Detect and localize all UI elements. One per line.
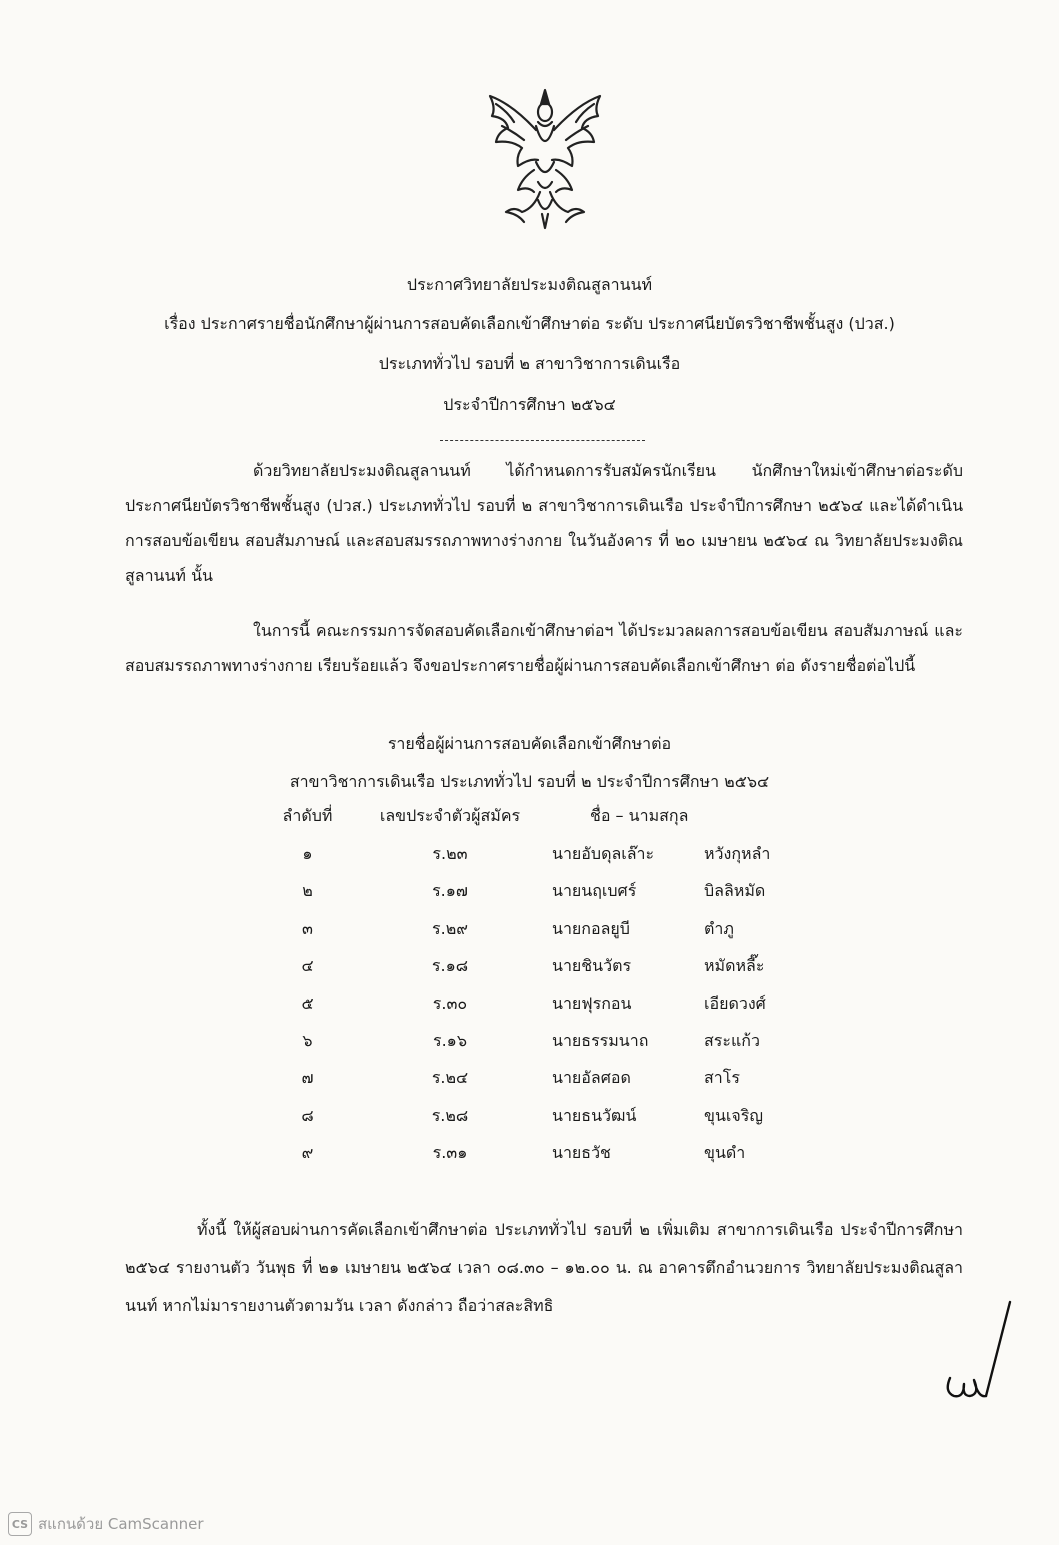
row-last-name: ตำภู [704, 918, 734, 938]
row-order: ๘ [301, 1105, 314, 1125]
row-order: ๔ [301, 956, 314, 976]
row-applicant-id: ร.๑๗ [432, 881, 468, 901]
row-order: ๒ [302, 881, 313, 901]
list-subtitle: สาขาวิชาการเดินเรือ ประเภททั่วไป รอบที่ ๒ ประจำปีการศึกษา ๒๕๖๔ [289, 772, 770, 791]
scanner-watermark [8, 1512, 204, 1536]
row-first-name: นายธวัช [552, 1143, 611, 1163]
garuda-emblem-icon [478, 82, 613, 232]
header-applicant-id: เลขประจำตัวผู้สมัคร [379, 806, 521, 825]
header-order: ลำดับที่ [282, 806, 333, 825]
table-row [270, 1104, 830, 1141]
table-row [270, 1029, 830, 1066]
row-first-name: นายธรรมนาถ [552, 1030, 649, 1050]
table-header [270, 804, 830, 830]
row-applicant-id: ร.๒๙ [432, 918, 468, 938]
result-paragraph: ในการนี้ คณะกรรมการจัดสอบคัดเลือกเข้าศึกษาต่อฯ ได้ประมวลผลการสอบข้อเขียน สอบสัมภาษณ์ และสอบสมรรถภาพทางร่างกาย เรียบร้อยแล้ว จึงขอประกาศรายชื่อผู้ผ่านการสอบคัดเลือกเข้าศึกษา ต่อ ดังรายชื่อต่อไปนี้ [125, 621, 963, 675]
reporting-paragraph: ทั้งนี้ ให้ผู้สอบผ่านการคัดเลือกเข้าศึกษาต่อ ประเภททั่วไป รอบที่ ๒ เพิ่มเติม สาขาการเดินเรือ ประจำปีการศึกษา ๒๕๖๔ รายงานตัว วันพุธ ที่ ๒๑ เมษายน ๒๕๖๔ เวลา ๐๘.๓๐ – ๑๒.๐๐ น. ณ อาคารตึกอำนวยการ วิทยาลัยประมงติณสูลานนท์ หากไม่มารายงานตัวตามวัน เวลา ดังกล่าว ถือว่าสละสิทธิ [125, 1220, 963, 1315]
row-order: ๑ [302, 844, 313, 863]
row-applicant-id: ร.๑๘ [431, 956, 469, 976]
row-applicant-id: ร.๒๓ [432, 844, 468, 863]
row-applicant-id: ร.๒๘ [431, 1105, 469, 1125]
header-full-name: ชื่อ – นามสกุล [590, 806, 689, 825]
table-row [270, 1141, 830, 1178]
row-last-name: บิลลิหมัด [704, 881, 766, 901]
table-row [270, 992, 830, 1029]
watermark-text: สแกนด้วย CamScanner [38, 1515, 204, 1533]
row-last-name: หวังกุหลำ [704, 844, 771, 863]
row-applicant-id: ร.๓๑ [432, 1143, 468, 1163]
header-divider [440, 440, 645, 441]
row-last-name: สระแก้ว [704, 1030, 760, 1050]
handwritten-signature-icon [940, 1300, 1030, 1420]
row-order: ๖ [302, 1030, 313, 1050]
row-last-name: สาโร [704, 1068, 740, 1088]
row-applicant-id: ร.๓๐ [432, 993, 468, 1013]
result-section [125, 613, 963, 683]
row-order: ๕ [301, 993, 314, 1013]
row-last-name: เอียดวงศ์ [704, 993, 766, 1013]
announcement-academic-year: ประจำปีการศึกษา ๒๕๖๔ [443, 395, 616, 414]
row-first-name: นายอับดุลเล๊าะ [552, 844, 655, 863]
announcement-category: ประเภททั่วไป รอบที่ ๒ สาขาวิชาการเดินเรือ [378, 354, 681, 373]
table-row [270, 879, 830, 916]
row-applicant-id: ร.๒๔ [431, 1068, 469, 1088]
row-first-name: นายฟุรกอน [552, 993, 632, 1013]
row-applicant-id: ร.๑๖ [433, 1030, 467, 1050]
row-last-name: หมัดหลี๊ะ [704, 956, 765, 976]
table-row [270, 917, 830, 954]
row-first-name: นายธนวัฒน์ [552, 1105, 637, 1125]
row-order: ๗ [301, 1068, 314, 1088]
row-first-name: นายชินวัตร [552, 956, 632, 976]
announcement-org-title: ประกาศวิทยาลัยประมงติณสูลานนท์ [406, 275, 653, 294]
table-row [270, 954, 830, 991]
announcement-subject: เรื่อง ประกาศรายชื่อนักศึกษาผู้ผ่านการสอบคัดเลือกเข้าศึกษาต่อ ระดับ ประกาศนียบัตรวิชาชีพชั้นสูง (ปวส.) [164, 314, 895, 333]
row-last-name: ขุนเจริญ [704, 1105, 763, 1125]
list-title: รายชื่อผู้ผ่านการสอบคัดเลือกเข้าศึกษาต่อ [387, 734, 672, 753]
table-row [270, 1066, 830, 1103]
table-row [270, 842, 830, 879]
row-first-name: นายกอลยูบี [552, 918, 630, 938]
reporting-section [125, 1211, 963, 1325]
row-first-name: นายนฤเบศร์ [552, 881, 637, 901]
row-order: ๙ [301, 1143, 314, 1163]
row-first-name: นายอัลศอด [552, 1068, 631, 1088]
passed-candidates-table [270, 804, 830, 1179]
row-order: ๓ [302, 918, 313, 938]
row-last-name: ขุนดำ [704, 1143, 746, 1163]
intro-paragraph: ด้วยวิทยาลัยประมงติณสูลานนท์ ได้กำหนดการรับสมัครนักเรียน นักศึกษาใหม่เข้าศึกษาต่อระดับ ประกาศนียบัตรวิชาชีพชั้นสูง (ปวส.) ประเภททั่วไป รอบที่ ๒ สาขาวิชาการเดินเรือ ประจำปีการศึกษา ๒๕๖๔ และได้ดำเนินการสอบข้อเขียน สอบสัมภาษณ์ และสอบสมรรถภาพทางร่างกาย ในวันอังคาร ที่ ๒๐ เมษายน ๒๕๖๔ ณ วิทยาลัยประมงติณสูลานนท์ นั้น [125, 461, 963, 585]
intro-section [125, 453, 963, 593]
camscanner-logo-icon: CS [8, 1512, 32, 1536]
